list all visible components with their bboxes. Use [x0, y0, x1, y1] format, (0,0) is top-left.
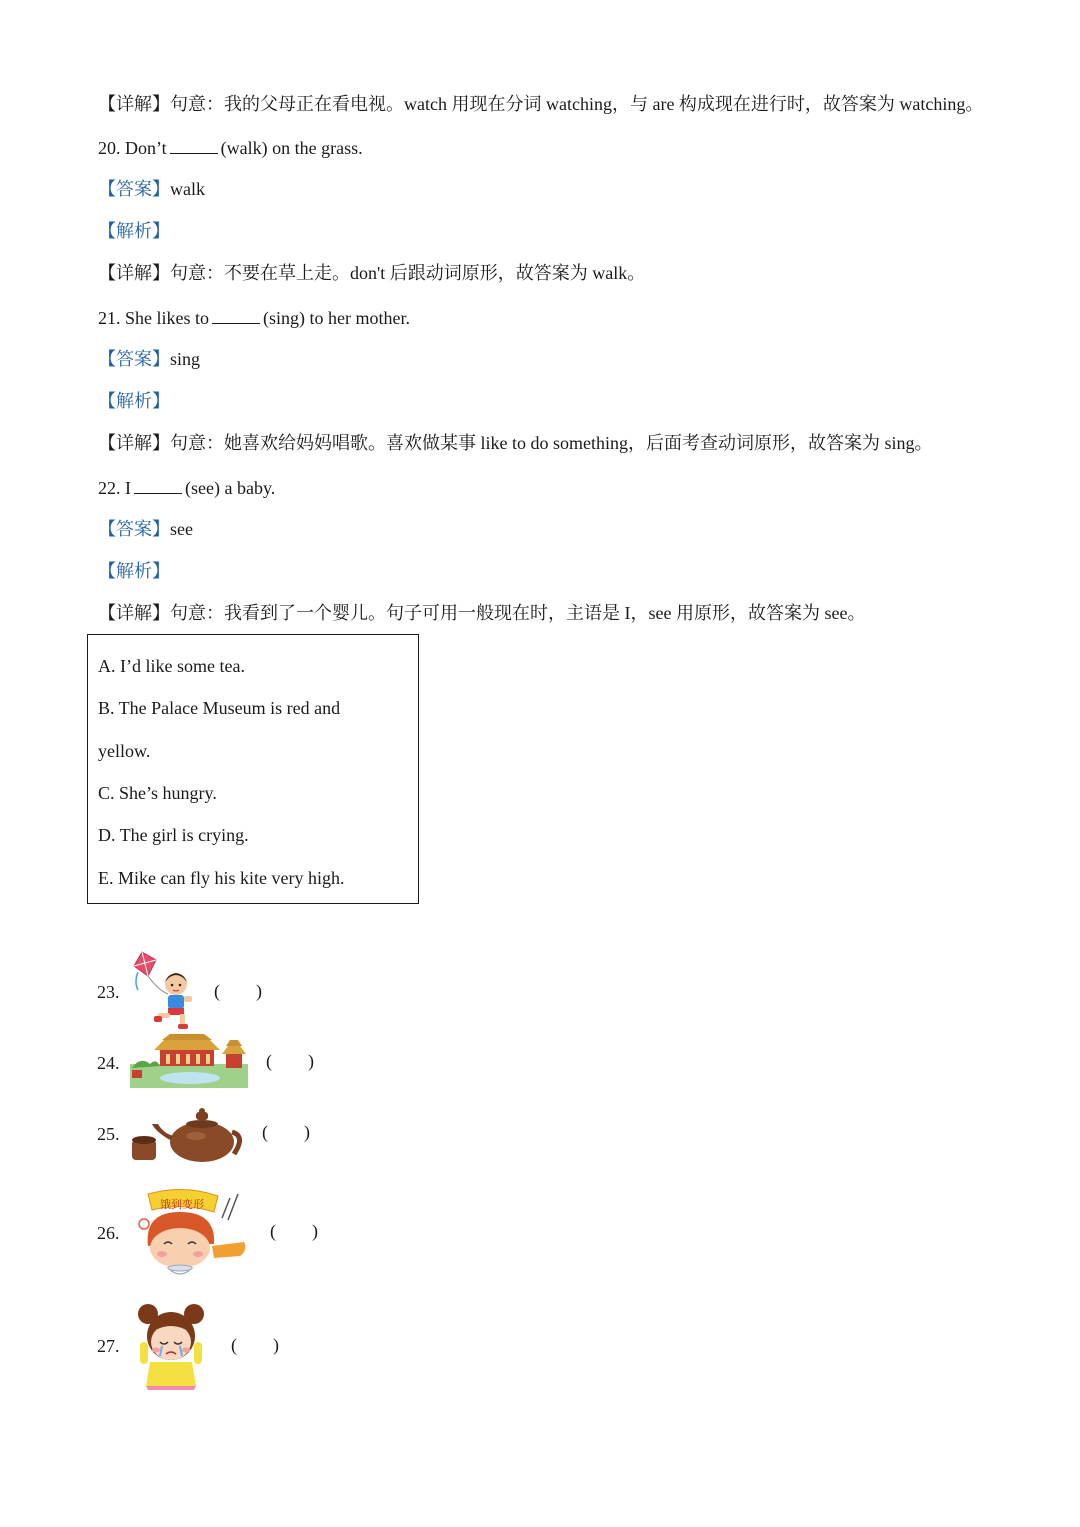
option-e: E. Mike can fly his kite very high.	[98, 868, 345, 888]
question-24-number: 24.	[97, 1053, 120, 1073]
detail-text: 句意：她喜欢给妈妈唱歌。喜欢做某事 like to do something，后面考查动词原形，故答案为 sing。	[170, 433, 933, 453]
answer-label: 【答案】	[98, 349, 170, 369]
teapot-icon	[130, 1106, 246, 1164]
question-27-number: 27.	[97, 1336, 120, 1356]
question-20-rest: (walk) on the grass.	[220, 138, 363, 158]
option-d: D. The girl is crying.	[98, 825, 249, 845]
question-21-rest: (sing) to her mother.	[263, 308, 410, 328]
analysis-label-22: 【解析】	[98, 561, 170, 581]
hungry-girl-icon	[134, 1186, 250, 1280]
palace-museum-icon	[130, 1034, 248, 1088]
answer-label: 【答案】	[98, 519, 170, 539]
detail-label: 【详解】	[98, 433, 170, 453]
answer-paren-26: ( )	[270, 1221, 318, 1241]
analysis-label-21: 【解析】	[98, 391, 170, 411]
question-23-number: 23.	[97, 982, 120, 1002]
option-b-continued: yellow.	[98, 741, 151, 761]
question-20	[98, 135, 363, 160]
analysis-label-20: 【解析】	[98, 221, 170, 241]
detail-text: 句意：我看到了一个婴儿。句子可用一般现在时，主语是 I，see 用原形，故答案为 see。	[170, 603, 866, 623]
question-26-number: 26.	[97, 1223, 120, 1243]
answer-paren-25: ( )	[262, 1122, 310, 1142]
option-a: A. I’d like some tea.	[98, 656, 245, 676]
question-22-rest: (see) a baby.	[185, 478, 276, 498]
hungry-sign-text: 饿到变形	[160, 1198, 204, 1211]
question-20-stem: 20. Don’t	[98, 138, 167, 158]
detail-label: 【详解】	[98, 263, 170, 283]
answer-blank	[212, 305, 260, 324]
detail-label: 【详解】	[98, 603, 170, 623]
detail-22	[98, 601, 865, 625]
detail-line-19: 【详解】句意：我的父母正在看电视。watch 用现在分词 watching，与 are 构成现在进行时，故答案为 watching。	[98, 94, 984, 114]
answer-20	[98, 177, 205, 201]
option-c: C. She’s hungry.	[98, 783, 217, 803]
option-b: B. The Palace Museum is red and	[98, 698, 341, 718]
boy-flying-kite-icon	[128, 950, 200, 1030]
options-box	[87, 634, 419, 904]
question-22-stem: 22. I	[98, 478, 131, 498]
detail-20	[98, 261, 645, 285]
answer-value: see	[170, 519, 193, 539]
answer-22	[98, 517, 193, 541]
answer-paren-23: ( )	[214, 981, 262, 1001]
answer-21	[98, 347, 200, 371]
answer-value: sing	[170, 349, 201, 369]
question-25-number: 25.	[97, 1124, 120, 1144]
detail-text: 句意：不要在草上走。don't 后跟动词原形，故答案为 walk。	[170, 263, 646, 283]
question-21	[98, 305, 410, 330]
answer-blank	[170, 135, 218, 154]
question-21-stem: 21. She likes to	[98, 308, 209, 328]
answer-value: walk	[170, 179, 205, 199]
question-22	[98, 475, 275, 500]
answer-paren-27: ( )	[231, 1335, 279, 1355]
answer-paren-24: ( )	[266, 1051, 314, 1071]
answer-blank	[134, 475, 182, 494]
answer-label: 【答案】	[98, 179, 170, 199]
crying-girl-icon	[132, 1302, 212, 1390]
detail-21	[98, 431, 933, 455]
